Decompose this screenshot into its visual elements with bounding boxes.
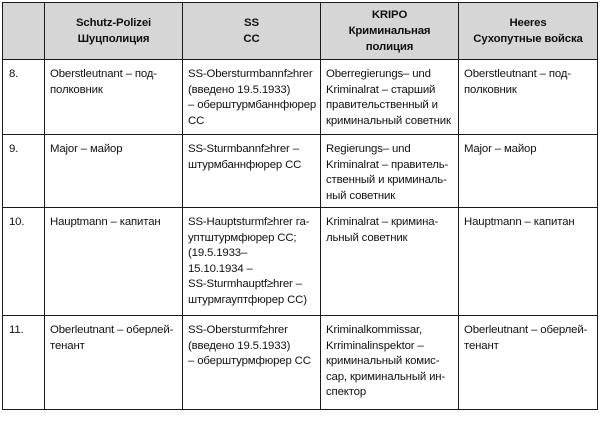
cell-line: Oberstleutnant – под- — [50, 68, 157, 80]
cell-line: Oberstleutnant – под- — [464, 68, 571, 80]
header-line: СС — [243, 33, 260, 45]
rank-number: 8. — [9, 68, 19, 80]
header-ss — [183, 3, 321, 60]
header-number — [3, 3, 45, 60]
rank-number: 11. — [9, 324, 24, 336]
cell-line: (19.5.1933– — [188, 247, 248, 259]
header-line: Heeres — [509, 17, 547, 29]
rank-number: 9. — [9, 143, 19, 155]
ss-cell — [183, 60, 321, 135]
table-body — [3, 60, 598, 410]
schutz-polizei-cell — [45, 135, 183, 208]
header-line: SS — [244, 17, 259, 29]
header-heeres — [459, 3, 598, 60]
kripo-cell — [321, 208, 459, 316]
cell-line: Oberleutnant – оберлей- — [50, 324, 174, 336]
heeres-cell — [459, 208, 598, 316]
header-line: полиция — [365, 41, 414, 53]
table-row — [3, 316, 598, 410]
cell-line: Oberleutnant – оберлей- — [464, 324, 588, 336]
cell-line: SS-Obersturmf≥hrer — [188, 324, 288, 336]
cell-line: Major – майор — [464, 143, 537, 155]
header-line: Schutz-Polizei — [75, 17, 152, 29]
cell-line: 15.10.1934 – — [188, 262, 253, 275]
rank-number-cell — [3, 316, 45, 410]
header-schutz-polizei — [45, 3, 183, 60]
schutz-polizei-cell — [45, 208, 183, 316]
cell-line: – оберштурмбаннфюрер — [188, 99, 317, 111]
cell-line: тенант — [50, 339, 85, 352]
cell-line: SS-Obersturmbannf≥hrer — [188, 68, 313, 80]
cell-line: Hauptmann – капитан — [464, 216, 575, 228]
table-row — [3, 208, 598, 316]
header-line: Сухопутные войска — [473, 33, 583, 45]
cell-line: уптштурмфюрер СС; — [188, 231, 297, 244]
rank-number-cell — [3, 208, 45, 316]
cell-line: сар, криминальный ин- — [326, 370, 446, 383]
cell-line: штурмгауптфюрер СС) — [188, 293, 307, 306]
cell-line: тенант — [464, 339, 499, 352]
rank-comparison-table — [2, 2, 598, 410]
header-row — [3, 3, 598, 60]
ss-cell — [183, 316, 321, 410]
cell-line: Kriminalrat – старший — [326, 83, 436, 96]
cell-line: полковник — [50, 83, 103, 96]
cell-line: (введено 19.5.1933) — [188, 339, 291, 352]
rank-number-cell — [3, 135, 45, 208]
cell-line: СС — [188, 114, 205, 127]
kripo-cell — [321, 316, 459, 410]
heeres-cell — [459, 135, 598, 208]
heeres-cell — [459, 316, 598, 410]
cell-line: криминальный комис- — [326, 355, 440, 367]
schutz-polizei-cell — [45, 60, 183, 135]
cell-line: ственный и криминаль- — [326, 174, 447, 186]
table-row — [3, 135, 598, 208]
cell-line: Krriminalinspektor – — [326, 339, 424, 352]
cell-line: криминальный советник — [326, 114, 451, 127]
rank-number-cell — [3, 60, 45, 135]
table-row — [3, 60, 598, 135]
header-line: Криминальная — [348, 25, 431, 37]
cell-line: (введено 19.5.1933) — [188, 83, 291, 96]
cell-line: SS-Sturmbannf≥hrer – — [188, 143, 299, 155]
ss-cell — [183, 135, 321, 208]
schutz-polizei-cell — [45, 316, 183, 410]
cell-line: SS-Hauptsturmf≥hrer га- — [188, 216, 310, 228]
cell-line: правительственный и — [326, 99, 438, 111]
kripo-cell — [321, 135, 459, 208]
cell-line: льный советник — [326, 231, 408, 244]
cell-line: штурмбаннфюрер СС — [188, 158, 302, 171]
cell-line: полковник — [464, 83, 517, 96]
table-header — [3, 3, 598, 60]
cell-line: Regierungs– und — [326, 143, 411, 155]
cell-line: Hauptmann – капитан — [50, 216, 161, 228]
header-line: Шуцполиция — [77, 33, 150, 45]
header-line: KRIPO — [371, 9, 408, 21]
heeres-cell — [459, 60, 598, 135]
kripo-cell — [321, 60, 459, 135]
rank-number: 10. — [9, 216, 25, 228]
cell-line: ный советник — [326, 189, 396, 202]
header-kripo — [321, 3, 459, 60]
cell-line: Kriminalkommissar, — [326, 324, 423, 336]
cell-line: Kriminalrat – правитель- — [326, 158, 449, 171]
cell-line: – оберштурмфюрер СС — [188, 355, 311, 367]
cell-line: Oberregierungs– und — [326, 68, 431, 80]
cell-line: SS-Sturmhauptf≥hrer – — [188, 278, 302, 290]
cell-line: спектор — [326, 386, 367, 398]
cell-line: Kriminalrat – кримина- — [326, 216, 439, 228]
cell-line: Major – майор — [50, 143, 123, 155]
ss-cell — [183, 208, 321, 316]
